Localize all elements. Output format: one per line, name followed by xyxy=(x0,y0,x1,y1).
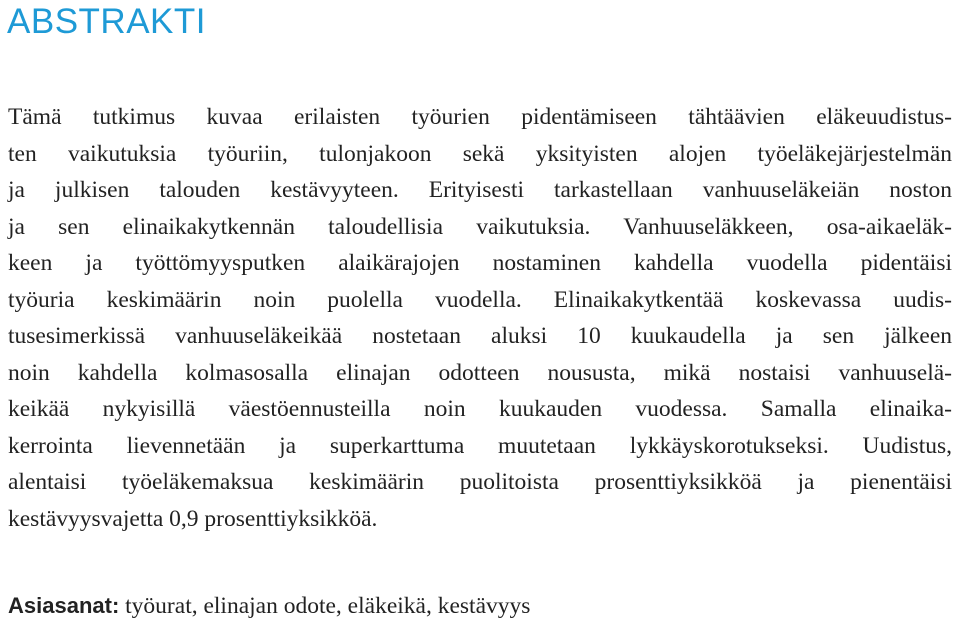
abstract-line: työuria keskimäärin noin puolella vuodella. Elinaikakytkentää koskevassa uudis- xyxy=(8,286,952,313)
keywords-text: työurat, elinajan odote, eläkeikä, kestävyys xyxy=(125,593,531,619)
abstract-line: keen ja työttömyysputken alaikärajojen nostaminen kahdella vuodella pidentäisi xyxy=(8,250,952,276)
abstract-paragraph xyxy=(8,99,952,537)
abstract-line: ja sen elinaikakytkennän taloudellisia vaikutuksia. Vanhuuseläkkeen, osa-aikaeläk- xyxy=(8,213,952,240)
abstract-line: kerrointa lievennetään ja superkarttuma muutetaan lykkäyskorotukseksi. Uudistus, xyxy=(8,432,952,459)
abstract-line: Tämä tutkimus kuvaa erilaisten työurien pidentämiseen tähtäävien eläkeuudistus- xyxy=(8,104,952,130)
abstract-line: alentaisi työeläkemaksua keskimäärin puolitoista prosenttiyksikköä ja pienentäisi xyxy=(8,469,952,495)
abstract-line: noin kahdella kolmasosalla elinajan odotteen noususta, mikä nostaisi vanhuuselä- xyxy=(8,359,952,386)
keywords xyxy=(8,590,530,622)
keywords-label: Asiasanat: xyxy=(8,593,120,618)
abstract-line: ten vaikutuksia työuriin, tulonjakoon sekä yksityisten alojen työeläkejärjestelmän xyxy=(8,140,952,167)
abstract-line: ja julkisen talouden kestävyyteen. Erityisesti tarkastellaan vanhuuseläkeiän noston xyxy=(8,177,952,203)
abstract-line: kestävyysvajetta 0,9 prosenttiyksikköä. xyxy=(8,505,378,532)
abstract-line: tusesimerkissä vanhuuseläkeikää nostetaan aluksi 10 kuukaudella ja sen jälkeen xyxy=(8,323,952,349)
abstract-line: keikää nykyisillä väestöennusteilla noin kuukauden vuodessa. Samalla elinaika- xyxy=(8,396,952,422)
page-title: ABSTRAKTI xyxy=(7,2,206,41)
